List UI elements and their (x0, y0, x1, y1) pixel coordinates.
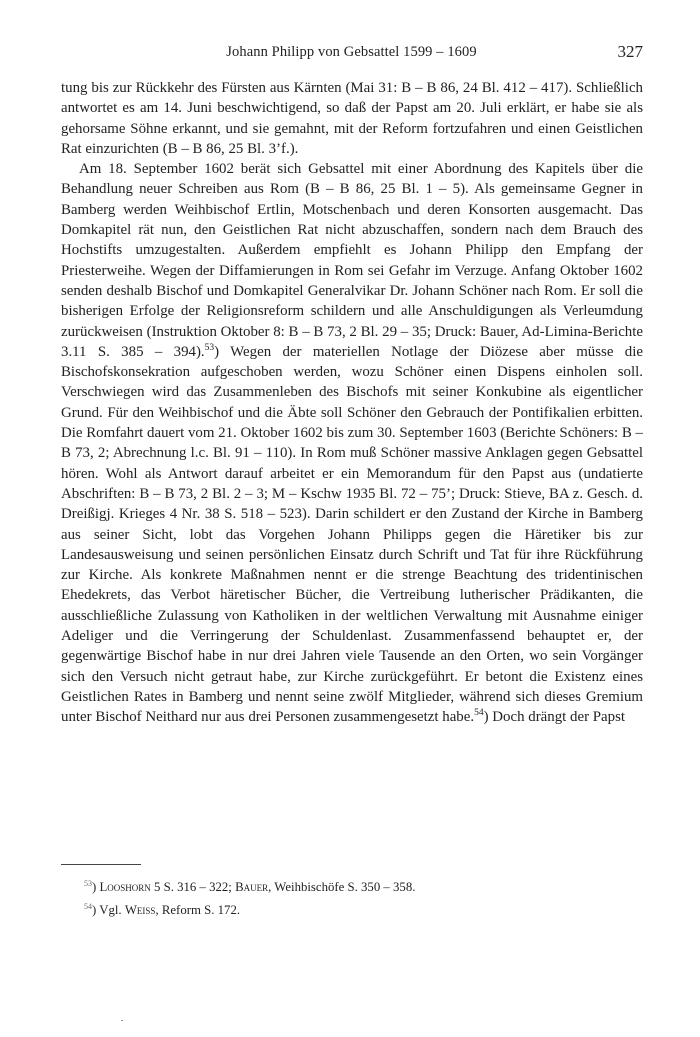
paragraph-text: Am 18. September 1602 berät sich Gebsattel mit einer Abordnung des Kapitels über die Behandlung neuer Schreiben aus Rom (B – B 86, 25 Bl. 1 – 5). Als gemeinsame Gegner in Bamberg werden Weihbischof Ertlin, Motschenbach und deren Konsorten ausgemacht. Das Domkapitel rät nun, den Geistlichen Rat nicht abzuschaffen, sondern nach dem Brauch des Hochstifts umzugestalten. Außerdem empfiehlt es Johann Philipp den Empfang der Priesterweihe. Wegen der Diffamierungen in Rom sei Gefahr im Verzuge. Anfang Oktober 1602 senden deshalb Bischof und Domkapitel Generalvikar Dr. Johann Schöner nach Rom. Er soll die bisherigen Erfolge der Religionsreform schildern und alle Anschuldigungen als Verleumdung zurückweisen (Instruktion Oktober 8: B – B 73, 2 Bl. 29 – 35; Druck: Bauer, Ad-Limina-Berichte 3.11 S. 385 – 394). (61, 161, 643, 360)
footnote-rule (61, 864, 141, 865)
scan-speck (121, 1020, 123, 1021)
paragraph-text: ) Doch drängt der Papst (483, 709, 626, 726)
footnote-ref: 53 (204, 342, 215, 353)
body-text (61, 78, 643, 728)
footnote-author: Bauer (235, 880, 269, 894)
footnote: $^{53}$) Looshorn 5 S. 316 – 322; Bauer, Weihbischöfe S. 350 – 358. (84, 879, 416, 894)
footnote-author: Looshorn (99, 880, 151, 894)
running-head-title: Johann Philipp von Gebsattel 1599 – 1609 (226, 44, 477, 60)
paragraph-text: ) Wegen der materiellen Notlage der Diözese aber müsse die Bischofskonsekration aufgeschoben werden, wozu Schöner einen Dispens einholen soll. Verschwiegen wird das Zusammenleben des Bischofs mit seiner Konkubine als eigentlicher Grund. Für den Weihbischof und die Äbte soll Schöner den Gebrauch der Pontifikalien erbitten. Die Romfahrt dauert vom 21. Oktober 1602 bis zum 30. September 1603 (Berichte Schöners: B – B 73, 2; Abrechnung l.c. Bl. 91 – 110). In Rom muß Schöner massive Anklagen gegen Gebsattel hören. Wohl als Antwort darauf arbeitet er ein Memorandum für den Papst aus (undatierte Abschriften: B – B 73, 2 Bl. 2 – 3; M – Kschw 1935 Bl. 72 – 75’; Druck: Stieve, BA z. Gesch. d. Dreißigj. Krieges 4 Nr. 38 S. 518 – 523). Darin schildert er den Zustand der Kirche in Bamberg aus seiner Sicht, lobt das Vorgehen Johann Philipps gegen die Häretiker bis zur Landesausweisung und seinen persönlichen Einsatz durch Schrift und Tat für ihre Rückführung zur Kirche. Als konkrete Maßnahmen nennt er die strenge Beachtung des tridentinischen Ehedekrets, das Verbot häretischer Bücher, die Vertreibung lutherischer Prädikanten, die ausschließliche Zulassung von Katholiken in der weltlichen Verwaltung mit Ausnahme einiger Adeliger und die Verringerung der Schuldenlast. Zusammenfassend behauptet er, der gegenwärtige Bischof habe in nur drei Jahren viele Tausende an den Orten, wo sein Vorgänger sich den Versuch nicht getraut habe, zur Kirche zurückgeführt. Er betont die Existenz eines Geistlichen Rates in Bamberg und nennt seine zwölf Mitglieder, während sich dieses Gremium unter Bischof Neithard nur aus drei Personen zusammengesetzt habe. (61, 343, 643, 726)
footnote-number: 54 (84, 902, 92, 911)
footnote: $^{54}$) Vgl. Weiss, Reform S. 172. (84, 902, 241, 917)
paragraph (61, 159, 643, 727)
footnotes (84, 874, 644, 920)
paragraph: tung bis zur Rückkehr des Fürsten aus Kärnten (Mai 31: B – B 86, 24 Bl. 412 – 417). Schließlich antwortet es am 14. Juni beschwichtigend, so daß der Papst am 20. Juli erklärt, er habe sie als gehorsame Söhne erkannt, und sie gemahnt, mit der Reform fortzufahren und einen Geistlichen Rat einzurichten (B – B 86, 25 Bl. 3’f.). (61, 80, 643, 157)
footnote-text: 5 S. 316 – 322; (150, 880, 236, 894)
page-number: 327 (617, 42, 643, 61)
footnote-text: Vgl. (99, 903, 125, 917)
footnote-ref: 54 (474, 708, 484, 719)
footnote-text: , Weihbischöfe S. 350 – 358. (268, 880, 416, 894)
footnote-text: , Reform S. 172. (155, 903, 241, 917)
footnote-author: Weiss (124, 903, 156, 917)
running-head (60, 42, 643, 66)
footnote-number: 53 (84, 879, 92, 888)
